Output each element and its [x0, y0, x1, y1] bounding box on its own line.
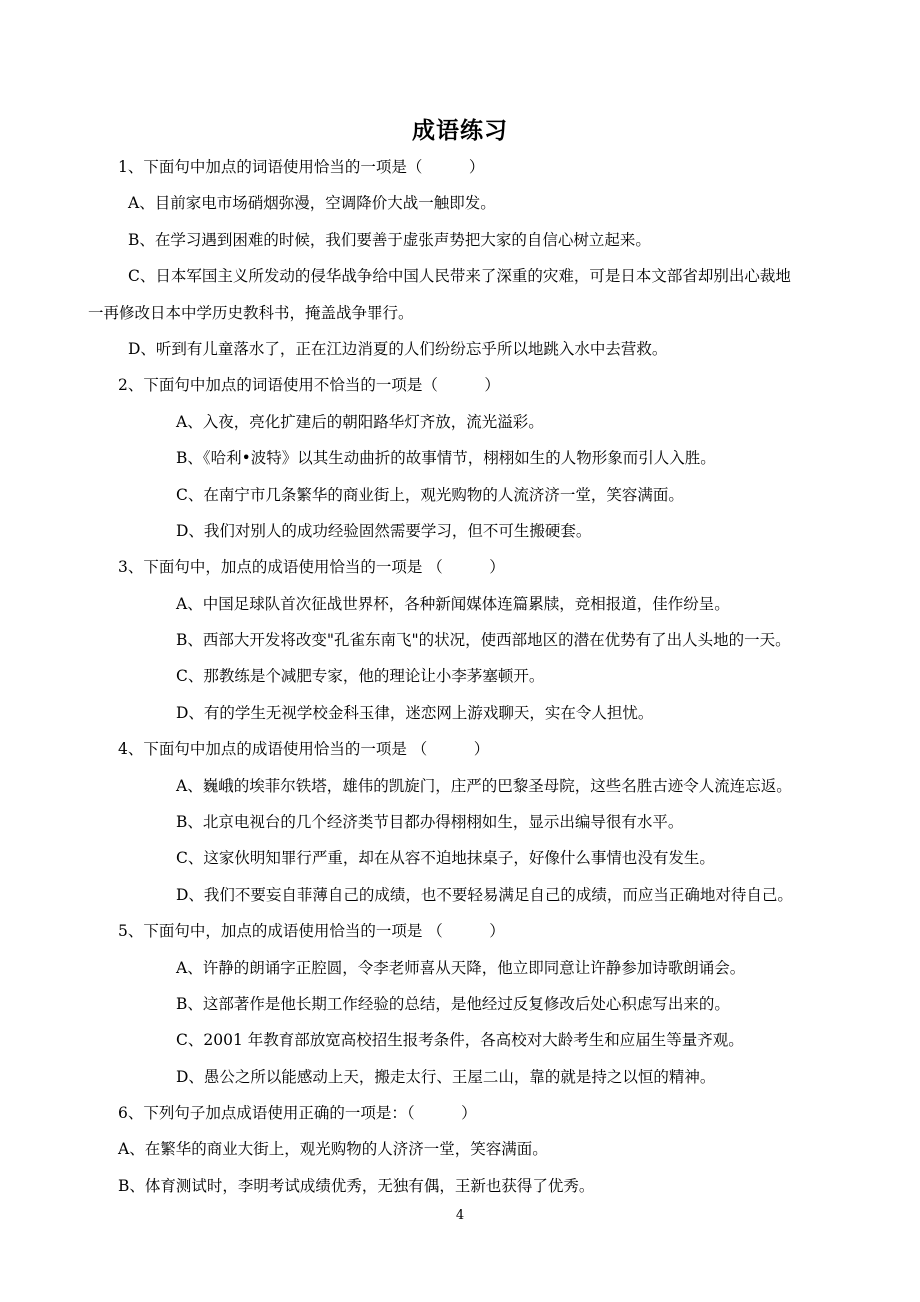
question-6-option-b: B、体育测试时，李明考试成绩优秀，无独有偶，王新也获得了优秀。: [118, 1177, 595, 1195]
question-6-stem: 6、下列句子加点成语使用正确的一项是：（ ）: [118, 1104, 477, 1122]
question-1-stem: 1、下面句中加点的词语使用恰当的一项是（ ）: [118, 158, 485, 176]
question-5-option-a: A、许静的朗诵字正腔圆，令李老师喜从天降，他立即同意让许静参加诗歌朗诵会。: [176, 959, 746, 977]
question-1-option-c-continued: 一再修改日本中学历史教科书，掩盖战争罪行。: [88, 304, 414, 322]
question-4-option-b: B、北京电视台的几个经济类节目都办得栩栩如生，显示出编导很有水平。: [176, 813, 684, 831]
page-number: 4: [455, 1208, 465, 1223]
question-5-stem: 5、下面句中，加点的成语使用恰当的一项是 （ ）: [118, 922, 505, 940]
question-4-stem: 4、下面句中加点的成语使用恰当的一项是 （ ）: [118, 740, 490, 758]
question-3-stem: 3、下面句中，加点的成语使用恰当的一项是 （ ）: [118, 558, 505, 576]
question-5-option-b: B、这部著作是他长期工作经验的总结，是他经过反复修改后处心积虑写出来的。: [176, 995, 730, 1013]
question-4-option-a: A、巍峨的埃菲尔铁塔，雄伟的凯旋门，庄严的巴黎圣母院，这些名胜古迹令人流连忘返。: [176, 777, 792, 795]
document-title: 成语练习: [412, 118, 508, 144]
question-4-option-c: C、这家伙明知罪行严重，却在从容不迫地抹桌子，好像什么事情也没有发生。: [176, 849, 715, 867]
question-1-option-d: D、听到有儿童落水了，正在江边消夏的人们纷纷忘乎所以地跳入水中去营救。: [128, 340, 668, 358]
question-2-option-a: A、入夜，亮化扩建后的朝阳路华灯齐放，流光溢彩。: [176, 413, 544, 431]
question-3-option-a: A、中国足球队首次征战世界杯，各种新闻媒体连篇累牍，竞相报道，佳作纷呈。: [176, 595, 730, 613]
question-1-option-b: B、在学习遇到困难的时候，我们要善于虚张声势把大家的自信心树立起来。: [128, 231, 651, 249]
question-3-option-b: B、西部大开发将改变"孔雀东南飞"的状况，使西部地区的潜在优势有了出人头地的一天。: [176, 631, 791, 649]
question-6-option-a: A、在繁华的商业大街上，观光购物的人济济一堂，笑容满面。: [118, 1140, 548, 1158]
question-3-option-d: D、有的学生无视学校金科玉律，迷恋网上游戏聊天，实在令人担忧。: [176, 704, 654, 722]
question-2-stem: 2、下面句中加点的词语使用不恰当的一项是（ ）: [118, 376, 500, 394]
question-2-option-c: C、在南宁市几条繁华的商业街上，观光购物的人流济济一堂，笑容满面。: [176, 486, 684, 504]
question-5-option-c: C、2001 年教育部放宽高校招生报考条件，各高校对大龄考生和应届生等量齐观。: [176, 1031, 744, 1049]
question-2-option-d: D、我们对别人的成功经验固然需要学习，但不可生搬硬套。: [176, 522, 592, 540]
question-3-option-c: C、那教练是个减肥专家，他的理论让小李茅塞顿开。: [176, 667, 545, 685]
question-4-option-d: D、我们不要妄自菲薄自己的成绩，也不要轻易满足自己的成绩，而应当正确地对待自己。: [176, 886, 793, 904]
question-1-option-a: A、目前家电市场硝烟弥漫，空调降价大战一触即发。: [128, 194, 496, 212]
question-5-option-d: D、愚公之所以能感动上天，搬走太行、王屋二山，靠的就是持之以恒的精神。: [176, 1068, 716, 1086]
question-2-option-b: B、《哈利•波特》以其生动曲折的故事情节，栩栩如生的人物形象而引人入胜。: [176, 449, 716, 467]
question-1-option-c: C、日本军国主义所发动的侵华战争给中国人民带来了深重的灾难，可是日本文部省却别出心裁地: [128, 267, 791, 285]
